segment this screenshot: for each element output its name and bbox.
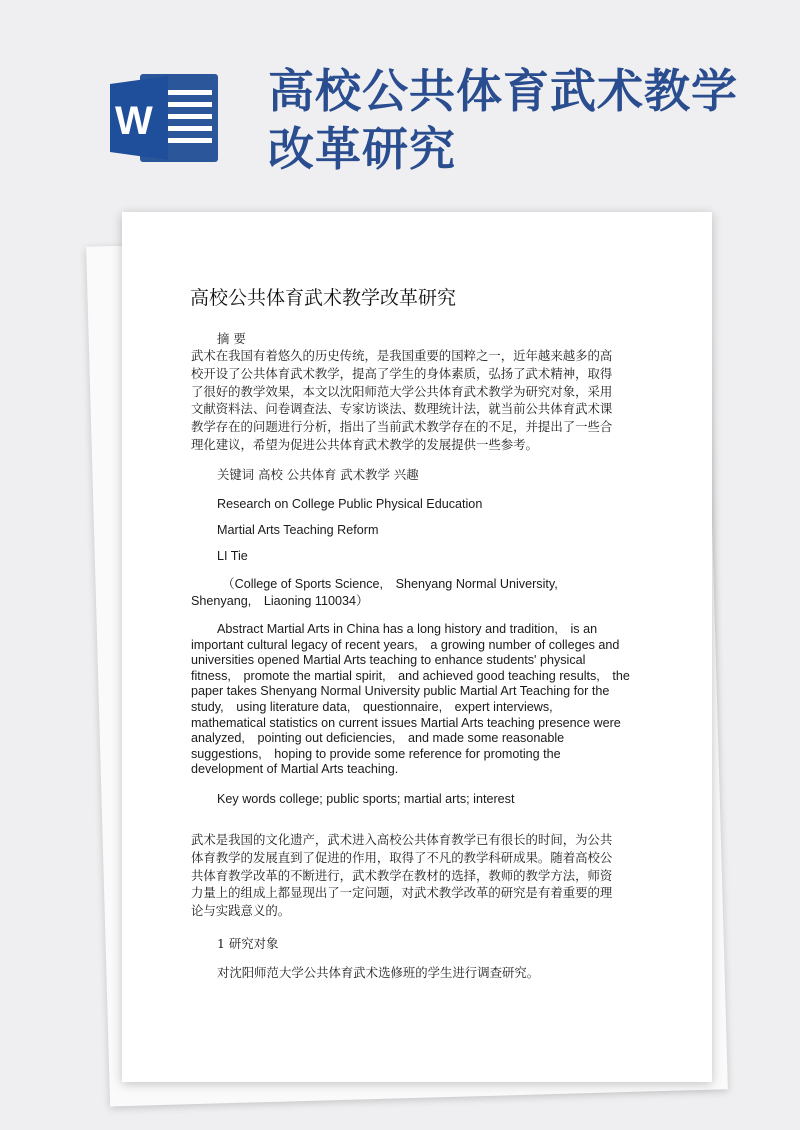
abstract-cn-line: 理化建议，希望为促进公共体育武术教学的发展提供一些参考。 (191, 436, 538, 452)
svg-text:W: W (115, 99, 153, 143)
banner-title-line1: 高校公共体育武术教学 (268, 64, 738, 118)
abstract-en-line: universities opened Martial Arts teaching to enhance students' physical (191, 653, 586, 668)
keywords-en: Key words college; public sports; martial arts; interest (217, 792, 515, 806)
intro-cn-line: 武术是我国的文化遗产，武术进入高校公共体育教学已有很长的时间，为公共 (191, 832, 613, 847)
keywords-cn: 关键词 高校 公共体育 武术教学 兴趣 (217, 467, 419, 482)
section1-heading: 1 研究对象 (217, 936, 279, 951)
intro-cn-line: 共体育教学改革的不断进行，武术教学在教材的选择，教师的教学方法，师资 (191, 867, 613, 883)
abstract-en-line: mathematical statistics on current issues Martial Arts teaching presence were (191, 715, 621, 730)
abstract-en-line: important cultural legacy of recent years, a growing number of colleges and (191, 637, 620, 652)
abstract-cn-line: 教学存在的问题进行分析，指出了当前武术教学存在的不足，并提出了一些合 (191, 419, 613, 435)
abstract-en-line: Abstract Martial Arts in China has a long history and tradition, is an (217, 622, 598, 636)
word-document-icon (110, 70, 222, 166)
abstract-en-line: fitness, promote the martial spirit, and achieved good teaching results, the (191, 668, 630, 683)
abstract-heading: 摘 要 (217, 331, 246, 346)
affiliation-line2: Shenyang, Liaoning 110034） (191, 594, 369, 608)
banner-title-line2: 改革研究 (268, 122, 456, 176)
abstract-en-line: development of Martial Arts teaching. (191, 762, 399, 777)
abstract-en-line: paper takes Shenyang Normal University public Martial Art Teaching for the (191, 684, 610, 699)
abstract-en-line: study, using literature data, questionnaire, expert interviews, (191, 699, 553, 714)
abstract-en-line: analyzed, pointing out deficiencies, and made some reasonable (191, 731, 565, 746)
author-name: LI Tie (217, 549, 248, 563)
abstract-cn-line: 了很好的教学效果，本文以沈阳师范大学公共体育武术教学为研究对象，采用 (191, 383, 613, 399)
abstract-cn-line: 校开设了公共体育武术教学，提高了学生的身体素质，弘扬了武术精神，取得 (191, 365, 613, 381)
abstract-cn-line: 文献资料法、问卷调查法、专家访谈法、数理统计法，就当前公共体育武术课 (191, 401, 613, 417)
abstract-cn (191, 347, 612, 454)
document-title: 高校公共体育武术教学改革研究 (190, 287, 457, 309)
intro-cn-line: 力量上的组成上都显现出了一定问题，对武术教学改革的研究是有着重要的理 (191, 885, 613, 901)
banner-title (268, 62, 778, 178)
section1-text: 对沈阳师范大学公共体育武术选修班的学生进行调查研究。 (217, 965, 540, 980)
intro-cn-line: 论与实践意义的。 (191, 903, 291, 919)
intro-cn-line: 体育教学的发展直到了促进的作用，取得了不凡的教学科研成果。随着高校公 (191, 849, 613, 865)
abstract-en (191, 622, 630, 778)
introduction-cn (191, 831, 612, 920)
abstract-en-line: suggestions, hoping to provide some reference for promoting the (191, 746, 561, 761)
english-title-line1: Research on College Public Physical Education (217, 497, 483, 511)
affiliation-line1: （College of Sports Science, Shenyang Normal University, (222, 577, 558, 591)
abstract-cn-line: 武术在我国有着悠久的历史传统，是我国重要的国粹之一，近年越来越多的高 (191, 348, 613, 363)
english-title-line2: Martial Arts Teaching Reform (217, 523, 379, 537)
